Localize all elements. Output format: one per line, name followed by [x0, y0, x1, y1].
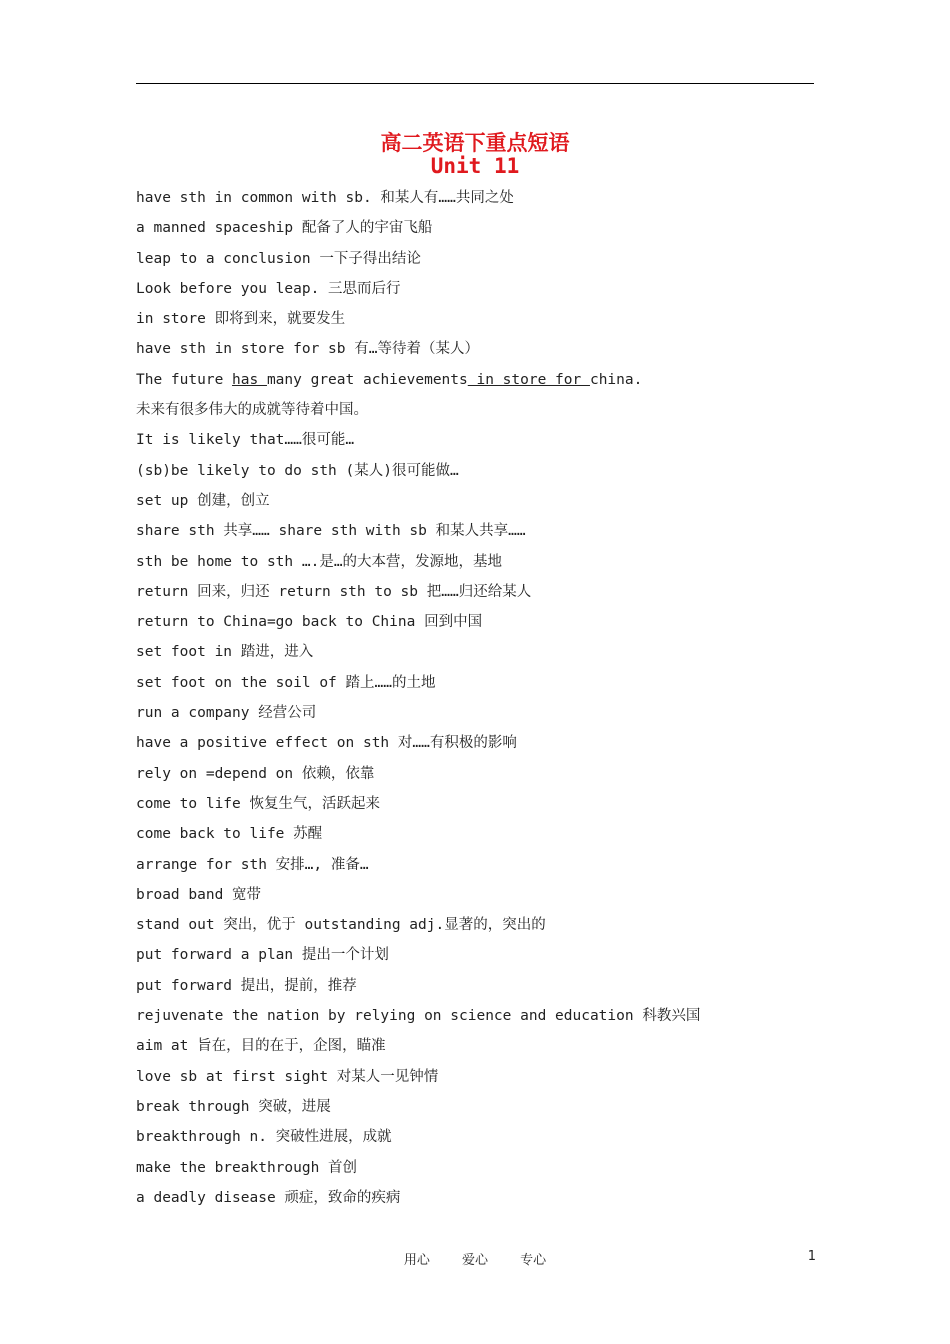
phrase-line: make the breakthrough 首创: [136, 1159, 358, 1176]
footer-word: 用心: [403, 1253, 430, 1268]
phrase-line: stand out 突出，优于 outstanding adj.显著的，突出的: [136, 917, 546, 934]
phrase-line: love sb at first sight 对某人一见钟情: [136, 1068, 439, 1085]
phrase-line: aim at 旨在，目的在于，企图，瞄准: [136, 1038, 386, 1055]
page-number: 1: [807, 1249, 816, 1264]
phrase-line: set foot in 踏进，进入: [136, 644, 314, 661]
header-rule: [136, 83, 814, 84]
underlined-in-store-for: in store for: [467, 371, 590, 388]
phrase-line: come back to life 苏醒: [136, 826, 323, 843]
phrase-line: broad band 宽带: [136, 886, 262, 903]
phrase-line: (sb)be likely to do sth (某人)很可能做…: [136, 462, 459, 479]
example-part: many great achievements: [266, 371, 468, 388]
phrase-line: come to life 恢复生气，活跃起来: [136, 795, 380, 812]
phrase-line: breakthrough n. 突破性进展，成就: [136, 1129, 392, 1146]
phrase-line: put forward a plan 提出一个计划: [136, 947, 389, 964]
phrase-line: 未来有很多伟大的成就等待着中国。: [136, 402, 368, 419]
phrase-line: return 回来，归还 return sth to sb 把……归还给某人: [136, 583, 532, 600]
phrase-line: set up 创建，创立: [136, 492, 270, 509]
phrase-line: It is likely that……很可能…: [136, 432, 355, 449]
phrase-line: run a company 经营公司: [136, 705, 317, 722]
phrase-line: have sth in common with sb. 和某人有……共同之处: [136, 190, 514, 206]
page-title: 高二英语下重点短语: [380, 131, 570, 155]
phrase-line: in store 即将到来，就要发生: [136, 311, 346, 328]
footer-word: 爱心: [461, 1253, 488, 1268]
phrase-line: Look before you leap. 三思而后行: [136, 280, 401, 297]
phrase-line: put forward 提出，提前，推荐: [136, 977, 357, 994]
phrase-list: [136, 184, 836, 1214]
phrase-line: a deadly disease 顽症，致命的疾病: [136, 1189, 401, 1206]
footer-word: 专心: [520, 1253, 547, 1268]
phrase-line: have sth in store for sb 有…等待着（某人）: [136, 341, 479, 358]
phrase-line: have a positive effect on sth 对……有积极的影响: [136, 735, 517, 752]
phrase-line: break through 突破，进展: [136, 1098, 331, 1115]
phrase-line: share sth 共享…… share sth with sb 和某人共享……: [136, 523, 526, 540]
phrase-line: arrange for sth 安排…, 准备…: [136, 856, 369, 873]
phrase-line: leap to a conclusion 一下子得出结论: [136, 250, 421, 267]
underlined-has: has: [232, 371, 267, 388]
phrase-line: return to China=go back to China 回到中国: [136, 614, 483, 631]
example-sentence: [136, 366, 836, 396]
example-part: china.: [589, 371, 643, 388]
phrase-line: rejuvenate the nation by relying on science and education 科教兴国: [136, 1008, 701, 1025]
unit-heading: Unit 11: [430, 154, 520, 178]
phrase-line: a manned spaceship 配备了人的宇宙飞船: [136, 220, 433, 237]
example-part: The future: [136, 371, 233, 388]
phrase-line: sth be home to sth ….是…的大本营，发源地，基地: [136, 553, 503, 570]
phrase-line: rely on =depend on 依赖，依靠: [136, 765, 375, 782]
phrase-line: set foot on the soil of 踏上……的土地: [136, 674, 436, 691]
